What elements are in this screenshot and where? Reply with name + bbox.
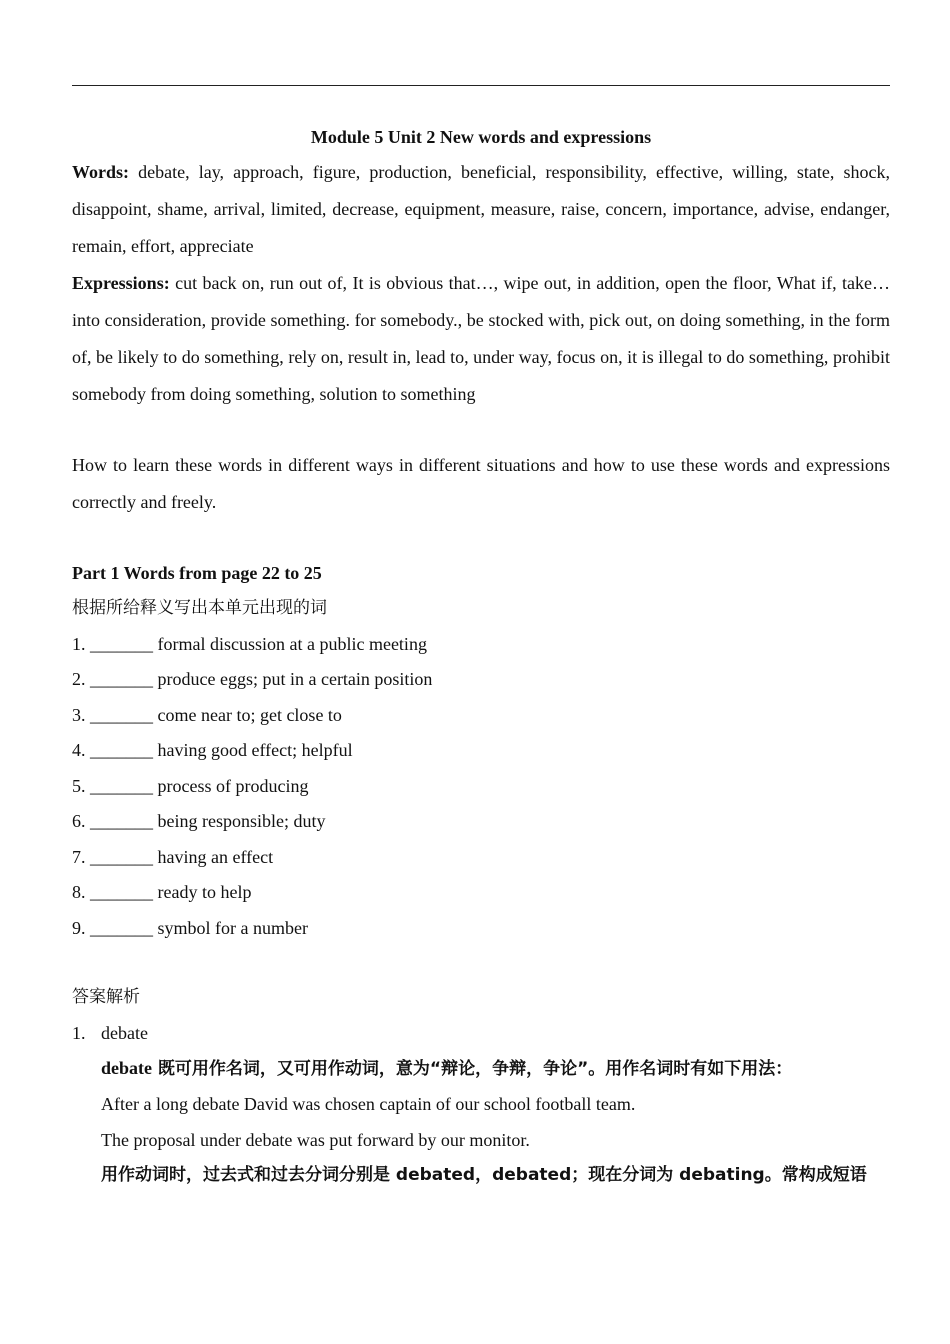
exercise-item: 9. _______ symbol for a number — [72, 917, 308, 938]
answer-word: debate — [101, 1022, 148, 1043]
answers-title: 答案解析 — [72, 987, 140, 1007]
answer-note-1-word: debate — [101, 1057, 152, 1078]
header-rule — [72, 85, 890, 86]
exercise-item: 8. _______ ready to help — [72, 882, 252, 902]
answer-note-1 — [101, 1051, 890, 1088]
exercise-item: 2. _______ produce eggs; put in a certain position — [72, 669, 433, 689]
expressions-list: cut back on, run out of, It is obvious that…, wipe out, in addition, open the floor, What if, take…into consideration, provide something. for somebody., be stocked with, pick out, on doing something, in the form of, be likely to do something, rely on, result in, lead to, under way, focus on, it is illegal to do something, prohibit somebody from doing something, solution to something — [72, 273, 890, 404]
answer-note-1-text: 既可用作名词，又可用作动词，意为“辩论，争辩，争论”。用作名词时有如下用法： — [152, 1058, 793, 1079]
exercise-item: 6. _______ being responsible; duty — [72, 811, 326, 831]
page-title: Module 5 Unit 2 New words and expressions — [310, 127, 652, 147]
expressions-label: Expressions: — [72, 273, 170, 293]
exercise-item: 4. _______ having good effect; helpful — [72, 740, 353, 760]
answer-item — [72, 1016, 890, 1051]
exercise-item: 1. _______ formal discussion at a public meeting — [72, 633, 427, 654]
expressions-paragraph — [72, 265, 890, 413]
example-sentence: After a long debate David was chosen captain of our school football team. — [101, 1094, 636, 1114]
words-label: Words: — [72, 162, 130, 182]
part1-instruction: 根据所给释义写出本单元出现的词 — [72, 598, 327, 618]
answer-number: 1. — [72, 1022, 86, 1043]
document-body — [72, 120, 890, 1194]
exercise-item: 5. _______ process of producing — [72, 775, 309, 796]
words-list: debate, lay, approach, figure, production, beneficial, responsibility, effective, willing, state, shock, disappoint, shame, arrival, limited, decrease, equipment, measure, raise, concern, importance, advise, endanger, remain, effort, appreciate — [72, 162, 890, 256]
learning-goal: How to learn these words in different ways in different situations and how to use these words and expressions correctly and freely. — [72, 455, 890, 512]
exercise-item: 3. _______ come near to; get close to — [72, 704, 342, 725]
exercise-item: 7. _______ having an effect — [72, 846, 274, 867]
part1-title: Part 1 Words from page 22 to 25 — [72, 563, 322, 583]
answer-note-2: 用作动词时，过去式和过去分词分别是 debated，debated；现在分词为 debating。常构成短语 — [101, 1165, 867, 1185]
words-paragraph — [72, 154, 890, 265]
example-sentence: The proposal under debate was put forward by our monitor. — [101, 1129, 530, 1150]
